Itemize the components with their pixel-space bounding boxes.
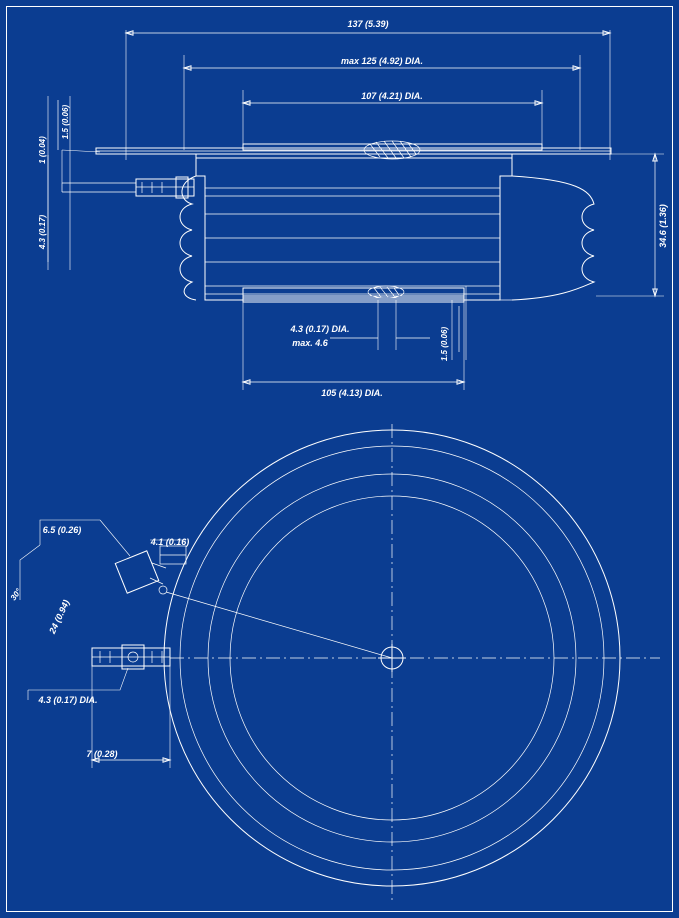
- dim-label-bottom-pin-note: max. 4.6: [292, 338, 328, 348]
- dim-label-lead-length: 7 (0.28): [86, 749, 118, 759]
- dim-label-top-contact-dia: 107 (4.21) DIA.: [361, 91, 423, 101]
- dim-overall-height: [596, 154, 664, 296]
- gate-lead-side: [62, 150, 194, 198]
- dim-label-max-contact-face: max 125 (4.92) DIA.: [340, 56, 424, 66]
- dim-label-overall-height: 34.6 (1.36): [658, 204, 668, 248]
- dim-bottom-contact-dia: [243, 300, 464, 390]
- dim-label-bottom-contact-dia: 105 (4.13) DIA.: [321, 388, 383, 398]
- dim-label-bottom-right-small: 1.5 (0.06): [440, 326, 449, 362]
- radius-leader: [166, 592, 392, 658]
- side-section-view: [38, 19, 668, 398]
- dim-label-left-2: 1.5 (0.06): [61, 104, 70, 140]
- dim-label-radius: 24 (0.94): [47, 598, 72, 636]
- dim-label-left-1: 1 (0.04): [38, 136, 47, 164]
- dim-label-tab-small: 4.1 (0.16): [150, 537, 190, 547]
- dim-label-gate-lead-dia: 4.3 (0.17) DIA.: [38, 695, 98, 705]
- leaders-top-view: [20, 520, 186, 700]
- gate-lead-top: [92, 645, 170, 669]
- top-plan-view: [9, 424, 660, 900]
- dim-label-left-3: 4.3 (0.17): [38, 214, 47, 250]
- dim-label-angle: 30°: [8, 587, 24, 603]
- dim-label-overall-width: 137 (5.39): [347, 19, 389, 29]
- dim-label-bottom-pin-dia: 4.3 (0.17) DIA.: [290, 324, 350, 334]
- dim-label-tab-len: 6.5 (0.26): [42, 525, 82, 535]
- device-body-outline: [96, 144, 611, 302]
